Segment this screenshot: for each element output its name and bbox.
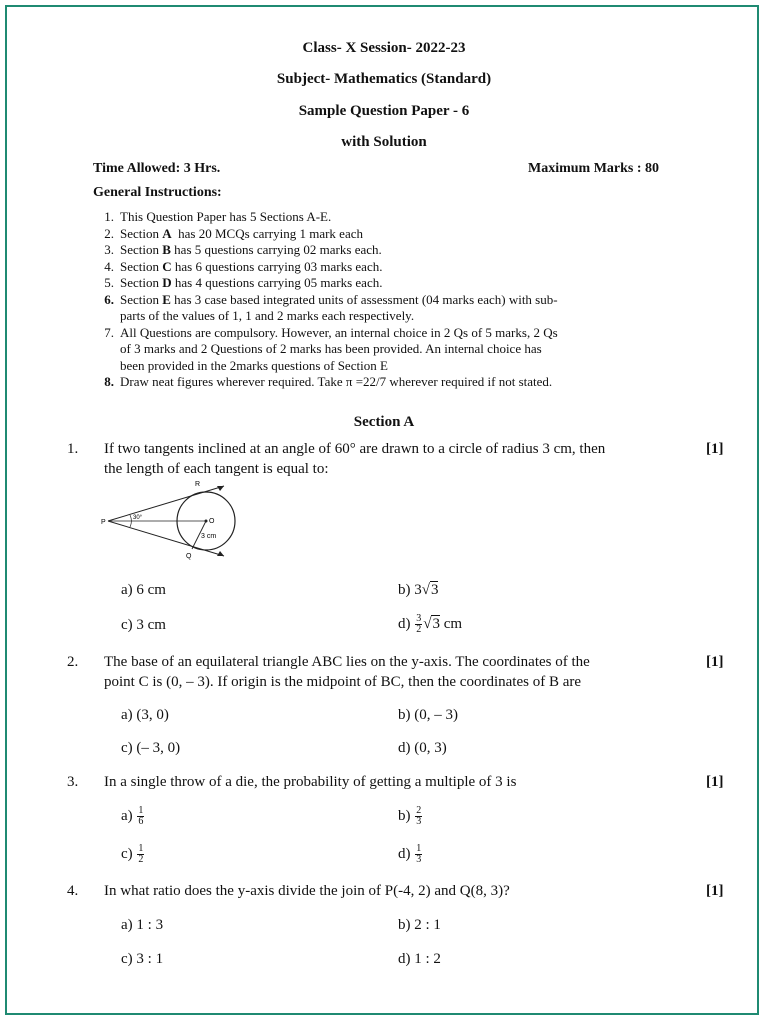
question-4-marks: [1]	[706, 883, 724, 899]
question-3-number: 3.	[67, 774, 79, 790]
label-radius: 3 cm	[201, 533, 217, 540]
q2-option-a: a) (3, 0)	[121, 707, 169, 723]
q2-option-c: c) (– 3, 0)	[121, 740, 181, 756]
instructions-title: General Instructions:	[93, 185, 222, 200]
label-angle: 30°	[133, 515, 143, 521]
q1-option-d: d) $\frac{3}{2}$ √3 cm	[398, 613, 463, 635]
instruction-item: 4. Section C has 6 questions carrying 03 marks each.	[104, 258, 383, 274]
label-p: P	[101, 519, 106, 526]
maximum-marks: Maximum Marks : 80	[528, 161, 660, 176]
q2-option-b: b) (0, – 3)	[398, 707, 458, 723]
q3-option-d: d) $\frac{1}{3}$	[398, 843, 422, 865]
q3-option-c: c) $\frac{1}{2}$	[121, 843, 144, 865]
question-3-text: In a single throw of a die, the probability of getting a multiple of 3 is	[104, 774, 517, 790]
class-session-heading: Class- X Session- 2022-23	[302, 40, 466, 56]
q1-option-c: c) 3 cm	[121, 617, 166, 633]
question-3-marks: [1]	[706, 774, 724, 790]
instruction-item: 6. Section E has 3 case based integrated units of assessment (04 marks each) with sub- parts of the values of 1, 1 and 2 marks each respectively.	[104, 291, 558, 323]
question-1-marks: [1]	[706, 441, 724, 457]
question-4-number: 4.	[67, 883, 79, 899]
q4-option-a: a) 1 : 3	[121, 917, 164, 933]
question-2-number: 2.	[67, 654, 79, 670]
question-2-marks: [1]	[706, 654, 724, 670]
section-a-heading: Section A	[353, 414, 415, 430]
question-4-text: In what ratio does the y-axis divide the join of P(-4, 2) and Q(8, 3)?	[104, 883, 510, 899]
q1-option-a: a) 6 cm	[121, 582, 166, 598]
q4-option-b: b) 2 : 1	[398, 917, 441, 933]
question-1-text: If two tangents inclined at an angle of 60° are drawn to a circle of radius 3 cm, then the length of each tangent is equal to:	[104, 441, 606, 477]
q3-option-a: a) $\frac{1}{6}$	[121, 805, 144, 827]
solution-heading: with Solution	[341, 134, 427, 150]
instruction-item: 1. This Question Paper has 5 Sections A-E.	[104, 209, 332, 224]
q2-option-d: d) (0, 3)	[398, 740, 447, 756]
subject-heading: Subject- Mathematics (Standard)	[276, 71, 492, 87]
instructions-list	[94, 209, 558, 391]
tangent-circle-figure	[100, 478, 250, 560]
q1-option-b: b) 3√3	[398, 582, 439, 598]
instruction-item: 5. Section D has 4 questions carrying 05 marks each.	[104, 275, 383, 290]
instruction-item: 3. Section B has 5 questions carrying 02 marks each.	[104, 242, 382, 257]
question-1-number: 1.	[67, 441, 79, 457]
q3-option-b: b) $\frac{2}{3}$	[398, 805, 422, 827]
time-allowed: Time Allowed: 3 Hrs.	[93, 161, 221, 176]
instruction-item: 2. Section A has 20 MCQs carrying 1 mark each	[104, 225, 363, 241]
label-q: Q	[186, 553, 192, 560]
paper-heading: Sample Question Paper - 6	[298, 103, 470, 119]
instruction-item: 8. Draw neat figures wherever required. Take π =22/7 wherever required if not stated.	[104, 374, 553, 389]
label-o: O	[209, 518, 215, 525]
question-2-text: The base of an equilateral triangle ABC lies on the y-axis. The coordinates of the point C is (0, – 3). If origin is the midpoint of BC, then the coordinates of B are	[104, 654, 590, 690]
q4-option-c: c) 3 : 1	[121, 951, 164, 967]
label-r: R	[195, 481, 201, 488]
instruction-item: 7. All Questions are compulsory. However, an internal choice in 2 Qs of 5 marks, 2 Qs of 3 marks and 2 Questions of 2 marks has been provided. An internal choice has been provided in the 2marks questions of Section E	[104, 324, 558, 373]
q4-option-d: d) 1 : 2	[398, 951, 441, 967]
